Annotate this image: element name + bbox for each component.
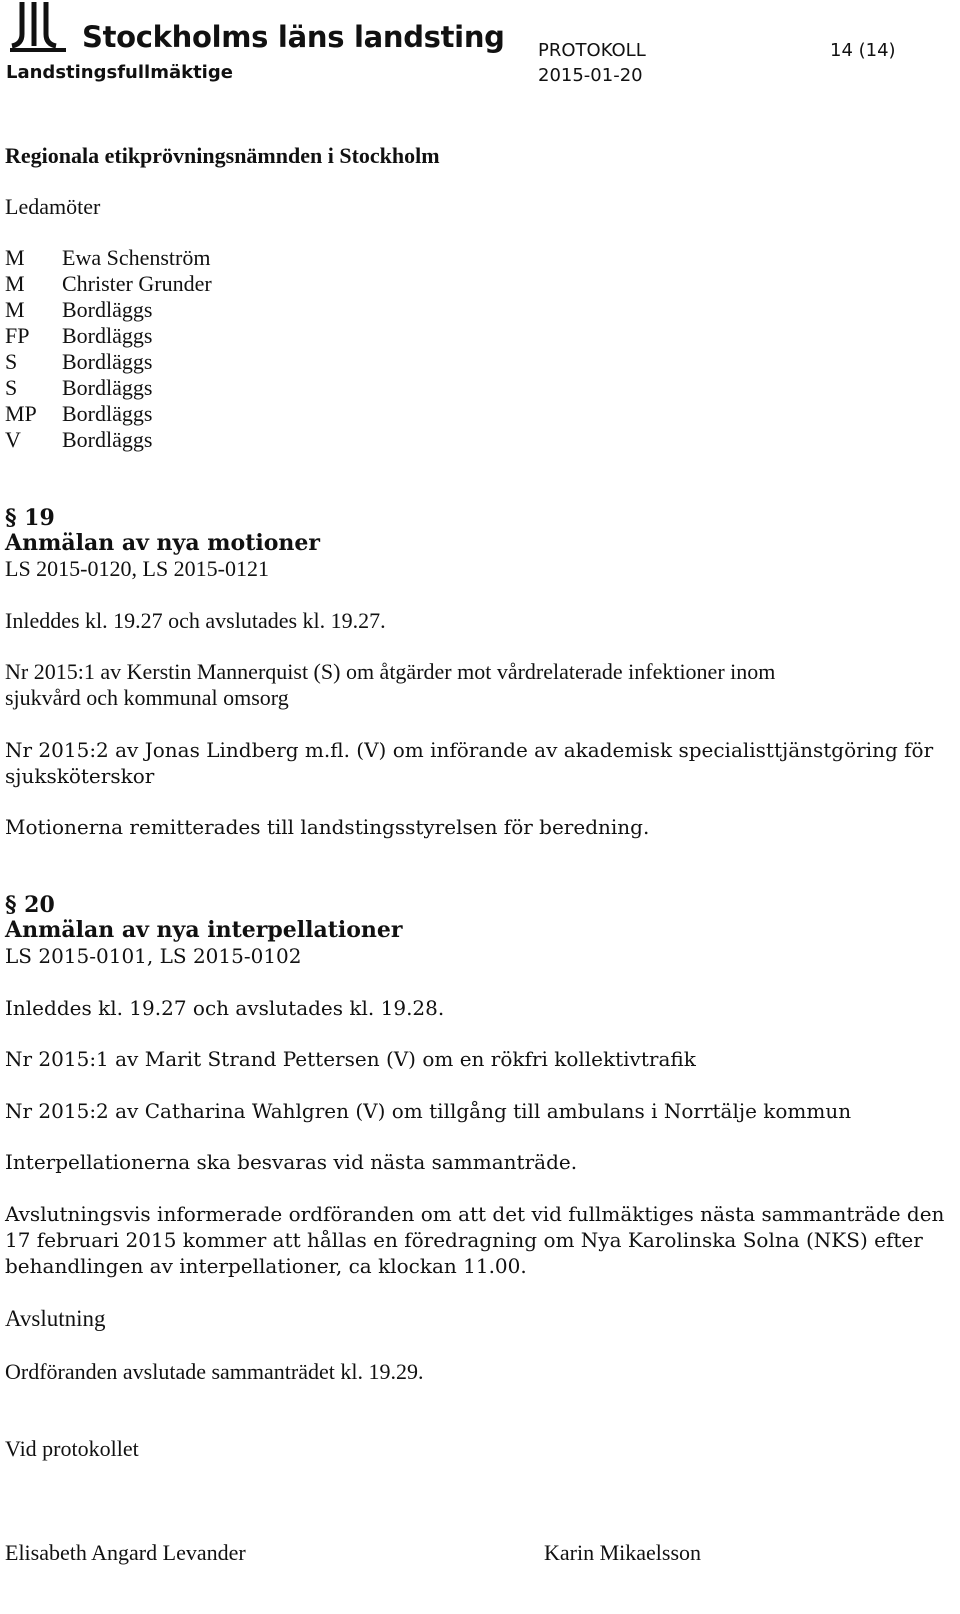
document-date: 2015-01-20 bbox=[538, 65, 643, 86]
page-number: 14 (14) bbox=[830, 40, 896, 61]
motion-item: Nr 2015:1 av Kerstin Mannerquist (S) om åtgärder mot vårdrelaterade infektioner inom bbox=[5, 659, 776, 684]
section-title: Anmälan av nya interpellationer bbox=[5, 917, 403, 943]
closing-info-line: behandlingen av interpellationer, ca klockan 11.00. bbox=[5, 1254, 527, 1278]
organization-subtitle: Landstingsfullmäktige bbox=[6, 62, 233, 83]
member-party: M bbox=[5, 271, 25, 296]
members-label: Ledamöter bbox=[5, 194, 101, 219]
member-party: V bbox=[5, 427, 21, 452]
interpellation-item: Nr 2015:2 av Catharina Wahlgren (V) om tillgång till ambulans i Norrtälje kommun bbox=[5, 1099, 852, 1123]
closing-info-line: Avslutningsvis informerade ordföranden om att det vid fullmäktiges nästa sammanträde den bbox=[5, 1202, 945, 1226]
member-name: Bordläggs bbox=[62, 427, 153, 452]
organization-name: Stockholms läns landsting bbox=[82, 20, 505, 54]
section-number: § 19 bbox=[5, 505, 55, 531]
section-time: Inleddes kl. 19.27 och avslutades kl. 19.28. bbox=[5, 996, 445, 1020]
member-party: M bbox=[5, 297, 25, 322]
section-time: Inleddes kl. 19.27 och avslutades kl. 19.27. bbox=[5, 608, 386, 633]
member-name: Bordläggs bbox=[62, 375, 153, 400]
section-refs: LS 2015-0101, LS 2015-0102 bbox=[5, 944, 302, 968]
member-party: MP bbox=[5, 401, 37, 426]
member-name: Bordläggs bbox=[62, 323, 153, 348]
member-name: Bordläggs bbox=[62, 349, 153, 374]
section-decision: Interpellationerna ska besvaras vid nästa sammanträde. bbox=[5, 1150, 578, 1174]
member-name: Bordläggs bbox=[62, 297, 153, 322]
member-party: M bbox=[5, 245, 25, 270]
signer-left: Elisabeth Angard Levander bbox=[5, 1540, 246, 1565]
board-title: Regionala etikprövningsnämnden i Stockholm bbox=[5, 143, 440, 168]
closing-info-line: 17 februari 2015 kommer att hållas en föredragning om Nya Karolinska Solna (NKS) efter bbox=[5, 1228, 923, 1252]
member-party: S bbox=[5, 375, 18, 400]
member-name: Bordläggs bbox=[62, 401, 153, 426]
member-name: Ewa Schenström bbox=[62, 245, 211, 270]
interpellation-item: Nr 2015:1 av Marit Strand Pettersen (V) om en rökfri kollektivtrafik bbox=[5, 1047, 696, 1071]
landsting-logo bbox=[8, 0, 68, 54]
motion-item-cont: sjuksköterskor bbox=[5, 764, 155, 788]
protocol-label: Vid protokollet bbox=[5, 1436, 139, 1461]
motion-item: Nr 2015:2 av Jonas Lindberg m.fl. (V) om införande av akademisk specialisttjänstgöring för bbox=[5, 738, 934, 762]
closing-text: Ordföranden avslutade sammanträdet kl. 19.29. bbox=[5, 1359, 424, 1384]
member-party: S bbox=[5, 349, 18, 374]
closing-heading: Avslutning bbox=[5, 1306, 106, 1331]
motion-item-cont: sjukvård och kommunal omsorg bbox=[5, 685, 289, 710]
section-title: Anmälan av nya motioner bbox=[5, 530, 320, 556]
member-party: FP bbox=[5, 323, 30, 348]
section-number: § 20 bbox=[5, 892, 55, 918]
section-refs: LS 2015-0120, LS 2015-0121 bbox=[5, 556, 269, 581]
document-type: PROTOKOLL bbox=[538, 40, 646, 61]
signer-right: Karin Mikaelsson bbox=[544, 1540, 702, 1565]
member-name: Christer Grunder bbox=[62, 271, 212, 296]
section-decision: Motionerna remitterades till landstingsstyrelsen för beredning. bbox=[5, 815, 650, 839]
